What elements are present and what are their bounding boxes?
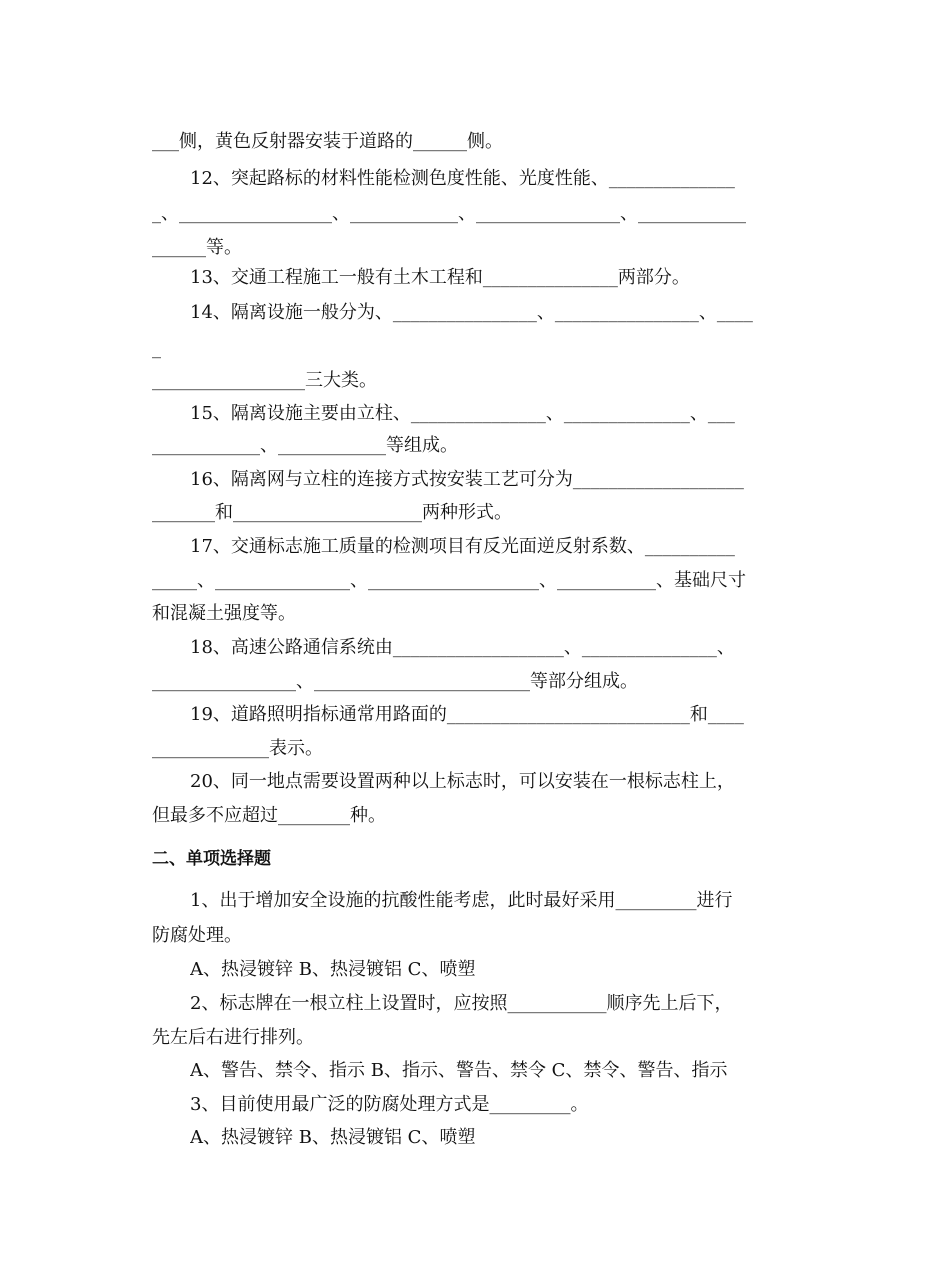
question-17: 17、交通标志施工质量的检测项目有反光面逆反射系数、__________: [190, 536, 735, 557]
question-13: 13、交通工程施工一般有土木工程和_______________两部分。: [190, 267, 690, 288]
answer-options: A、热浸镀锌 B、热浸镀铝 C、喷塑: [190, 959, 476, 980]
text-line: _: [152, 338, 161, 359]
question-12: 12、突起路标的材料性能检测色度性能、光度性能、______________: [190, 168, 735, 189]
text-line: ____________、____________等组成。: [152, 435, 458, 456]
section-heading: 二、单项选择题: [152, 849, 271, 869]
text-line: 和混凝土强度等。: [152, 603, 296, 624]
text-line: 防腐处理。: [152, 925, 242, 946]
text-line: ______等。: [152, 237, 242, 258]
text-line: 先左后右进行排列。: [152, 1027, 314, 1048]
question-20: 20、同一地点需要设置两种以上标志时，可以安装在一根标志柱上，: [190, 771, 735, 792]
answer-options: A、热浸镀锌 B、热浸镀铝 C、喷塑: [190, 1127, 476, 1148]
text-line: ___侧，黄色反射器安装于道路的______侧。: [152, 131, 503, 152]
choice-question-3: 3、目前使用最广泛的防腐处理方式是_________。: [190, 1094, 589, 1115]
answer-options: A、警告、禁令、指示 B、指示、警告、禁令 C、禁令、警告、指示: [190, 1060, 728, 1081]
text-line: _____、_______________、___________________、___________、基础尺寸: [152, 570, 746, 591]
question-14: 14、隔离设施一般分为、________________、________________、____: [190, 302, 753, 323]
question-18: 18、高速公路通信系统由___________________、_______________、: [190, 637, 735, 658]
question-19: 19、道路照明指标通常用路面的___________________________和____: [190, 704, 744, 725]
text-line: _________________三大类。: [152, 370, 377, 391]
text-line: ________________、________________________等部分组成。: [152, 671, 638, 692]
text-line: 但最多不应超过________种。: [152, 805, 386, 826]
text-line: _、_________________、____________、________________、____________: [152, 203, 746, 224]
question-16: 16、隔离网与立柱的连接方式按安装工艺可分为___________________: [190, 469, 744, 490]
choice-question-2: 2、标志牌在一根立柱上设置时，应按照___________顺序先上后下，: [190, 993, 733, 1014]
text-line: _____________表示。: [152, 738, 323, 759]
question-15: 15、隔离设施主要由立柱、_______________、______________、___: [190, 403, 735, 424]
text-line: _______和_____________________两种形式。: [152, 502, 512, 523]
choice-question-1: 1、出于增加安全设施的抗酸性能考虑，此时最好采用_________进行: [190, 890, 733, 911]
